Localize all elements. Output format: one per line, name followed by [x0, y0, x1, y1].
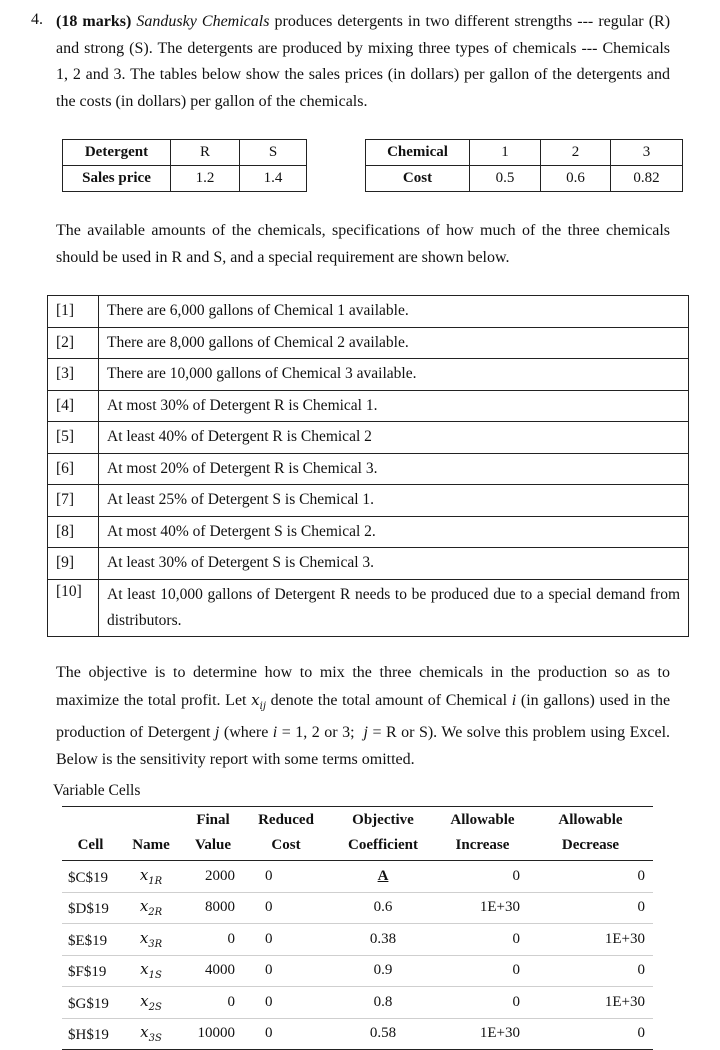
sens-final-value: 8000 — [183, 892, 243, 924]
sensitivity-row — [62, 924, 653, 956]
requirement-number: [7] — [48, 485, 99, 517]
intro-text: produces detergents in two different strengths --- regular (R) and strong (S). The detergents are produced by mixing three types of chemicals --- Chemicals 1, 2 and 3. The tables below show the sales prices (in dollars) per gallon of the detergents and the costs (in dollars) per gallon of the chemicals. — [56, 13, 671, 110]
requirement-row — [48, 579, 689, 636]
sens-final-value: 0 — [183, 924, 243, 956]
sens-cell: $H$19 — [62, 1018, 119, 1050]
requirement-number: [6] — [48, 453, 99, 485]
requirement-row — [48, 453, 689, 485]
requirement-number: [4] — [48, 390, 99, 422]
objective-text-4: (where — [223, 724, 269, 741]
requirement-number: [8] — [48, 516, 99, 548]
requirement-text: There are 6,000 gallons of Chemical 1 available. — [99, 296, 689, 328]
sens-final-value: 0 — [183, 987, 243, 1019]
requirement-text: At least 40% of Detergent R is Chemical 2 — [99, 422, 689, 454]
objective-paragraph — [56, 660, 670, 773]
requirement-text: There are 10,000 gallons of Chemical 3 available. — [99, 359, 689, 391]
sens-allowable-decrease: 0 — [528, 955, 653, 987]
sens-reduced-cost: 0 — [243, 987, 329, 1019]
sens-header-top-6: Allowable — [528, 807, 653, 834]
requirement-row — [48, 516, 689, 548]
variable-xij: $x_{ij}$ — [251, 690, 266, 712]
requirement-text: At most 30% of Detergent R is Chemical 1. — [99, 390, 689, 422]
requirement-row — [48, 485, 689, 517]
requirement-text: There are 8,000 gallons of Chemical 2 available. — [99, 327, 689, 359]
sens-reduced-cost: 0 — [243, 861, 329, 893]
sens-name: $x_{2R}$ — [119, 892, 183, 924]
detergent-col-r: R — [171, 140, 240, 166]
requirement-row — [48, 327, 689, 359]
sens-reduced-cost: 0 — [243, 924, 329, 956]
index-i: i — [511, 691, 517, 709]
sens-header-top-4: Objective — [329, 807, 437, 834]
sens-cell: $C$19 — [62, 861, 119, 893]
sens-name: $x_{1S}$ — [119, 955, 183, 987]
requirement-text: At least 10,000 gallons of Detergent R needs to be produced due to a special demand from distributors. — [99, 579, 689, 636]
sens-allowable-increase: 0 — [437, 955, 528, 987]
sens-cell: $D$19 — [62, 892, 119, 924]
chemical-cost-table — [365, 139, 683, 192]
intro-paragraph — [56, 9, 670, 115]
requirement-number: [1] — [48, 296, 99, 328]
sens-final-value: 10000 — [183, 1018, 243, 1050]
omitted-term-a: A — [377, 867, 389, 884]
question-number: 4. — [31, 11, 43, 28]
requirement-number: [9] — [48, 548, 99, 580]
availability-paragraph: The available amounts of the chemicals, specifications of how much of the three chemicals should be used in R and S, and a special requirement are shown below. — [56, 222, 670, 266]
chemical-col-2: 2 — [541, 140, 611, 166]
sens-objective-coefficient: 0.38 — [329, 924, 437, 956]
requirement-number: [10] — [48, 579, 99, 636]
sens-allowable-increase: 0 — [437, 987, 528, 1019]
requirement-text: At most 40% of Detergent S is Chemical 2. — [99, 516, 689, 548]
sensitivity-row — [62, 892, 653, 924]
sens-cell: $G$19 — [62, 987, 119, 1019]
chemical-header-label: Chemical — [366, 140, 470, 166]
sales-price-s: 1.4 — [240, 166, 307, 192]
sens-allowable-decrease: 1E+30 — [528, 987, 653, 1019]
requirement-row — [48, 296, 689, 328]
sensitivity-table — [62, 806, 653, 1050]
sens-header-top-5: Allowable — [437, 807, 528, 834]
index-j: j — [214, 724, 220, 741]
sens-objective-coefficient: 0.8 — [329, 987, 437, 1019]
sens-header-coefficient: Coefficient — [329, 833, 437, 861]
sens-header-cell: Cell — [62, 833, 119, 861]
sens-reduced-cost: 0 — [243, 892, 329, 924]
sens-allowable-increase: 1E+30 — [437, 1018, 528, 1050]
chemical-col-3: 3 — [611, 140, 683, 166]
sens-reduced-cost: 0 — [243, 955, 329, 987]
sens-objective-coefficient: 0.58 — [329, 1018, 437, 1050]
cost-label: Cost — [366, 166, 470, 192]
sens-objective-coefficient: 0.6 — [329, 892, 437, 924]
sens-name: $x_{1R}$ — [119, 861, 183, 893]
sens-header-increase: Increase — [437, 833, 528, 861]
sens-allowable-decrease: 0 — [528, 861, 653, 893]
sens-allowable-increase: 0 — [437, 861, 528, 893]
sens-objective-coefficient: 0.9 — [329, 955, 437, 987]
requirement-number: [5] — [48, 422, 99, 454]
requirements-table — [47, 295, 689, 637]
sens-header-value: Value — [183, 833, 243, 861]
requirement-row — [48, 548, 689, 580]
sens-cell: $E$19 — [62, 924, 119, 956]
sens-name: $x_{3S}$ — [119, 1018, 183, 1050]
sensitivity-row — [62, 955, 653, 987]
sens-header-cost: Cost — [243, 833, 329, 861]
sens-allowable-decrease: 0 — [528, 892, 653, 924]
objective-text-6: = R or S). We solve this problem using Excel. Below is the sensitivity report with some terms omitted. — [56, 724, 671, 768]
index-i-eq: i — [272, 724, 278, 741]
detergent-col-s: S — [240, 140, 307, 166]
sens-name: $x_{3R}$ — [119, 924, 183, 956]
requirement-row — [48, 390, 689, 422]
sens-header-top-2: Final — [183, 807, 243, 834]
sens-objective-coefficient — [329, 861, 437, 893]
cost-2: 0.6 — [541, 166, 611, 192]
objective-text-2: denote the total amount of Chemical — [270, 691, 508, 709]
requirement-row — [48, 422, 689, 454]
sens-header-top-1 — [119, 807, 183, 834]
requirement-row — [48, 359, 689, 391]
sensitivity-row — [62, 861, 653, 893]
marks-label: (18 marks) — [56, 13, 132, 30]
company-name: Sandusky Chemicals — [136, 13, 270, 30]
detergent-price-table — [62, 139, 307, 192]
detergent-header-label: Detergent — [63, 140, 171, 166]
sales-price-label: Sales price — [63, 166, 171, 192]
variable-cells-title: Variable Cells — [53, 782, 141, 799]
sens-final-value: 2000 — [183, 861, 243, 893]
sens-header-decrease: Decrease — [528, 833, 653, 861]
requirement-number: [2] — [48, 327, 99, 359]
chemical-col-1: 1 — [470, 140, 541, 166]
index-j-eq: j — [363, 724, 368, 741]
sensitivity-row — [62, 1018, 653, 1050]
sens-name: $x_{2S}$ — [119, 987, 183, 1019]
sens-final-value: 4000 — [183, 955, 243, 987]
sens-cell: $F$19 — [62, 955, 119, 987]
cost-1: 0.5 — [470, 166, 541, 192]
sens-header-name: Name — [119, 833, 183, 861]
sens-allowable-decrease: 0 — [528, 1018, 653, 1050]
objective-text-5: = 1, 2 or 3; — [281, 724, 355, 741]
cost-3: 0.82 — [611, 166, 683, 192]
sensitivity-row — [62, 987, 653, 1019]
requirement-text: At most 20% of Detergent R is Chemical 3. — [99, 453, 689, 485]
sens-reduced-cost: 0 — [243, 1018, 329, 1050]
sens-header-top-3: Reduced — [243, 807, 329, 834]
sens-allowable-decrease: 1E+30 — [528, 924, 653, 956]
sens-allowable-increase: 1E+30 — [437, 892, 528, 924]
objective-text-1: The objective is to determine how to mix the three chemicals in the production so as to maximize the total profit. Let — [56, 664, 670, 709]
sales-price-r: 1.2 — [171, 166, 240, 192]
sens-allowable-increase: 0 — [437, 924, 528, 956]
requirement-text: At least 30% of Detergent S is Chemical 3. — [99, 548, 689, 580]
sens-header-top-0 — [62, 807, 119, 834]
objective-text-3: (in gallons) used in the production of Detergent — [56, 691, 671, 741]
requirement-text: At least 25% of Detergent S is Chemical 1. — [99, 485, 689, 517]
requirement-number: [3] — [48, 359, 99, 391]
